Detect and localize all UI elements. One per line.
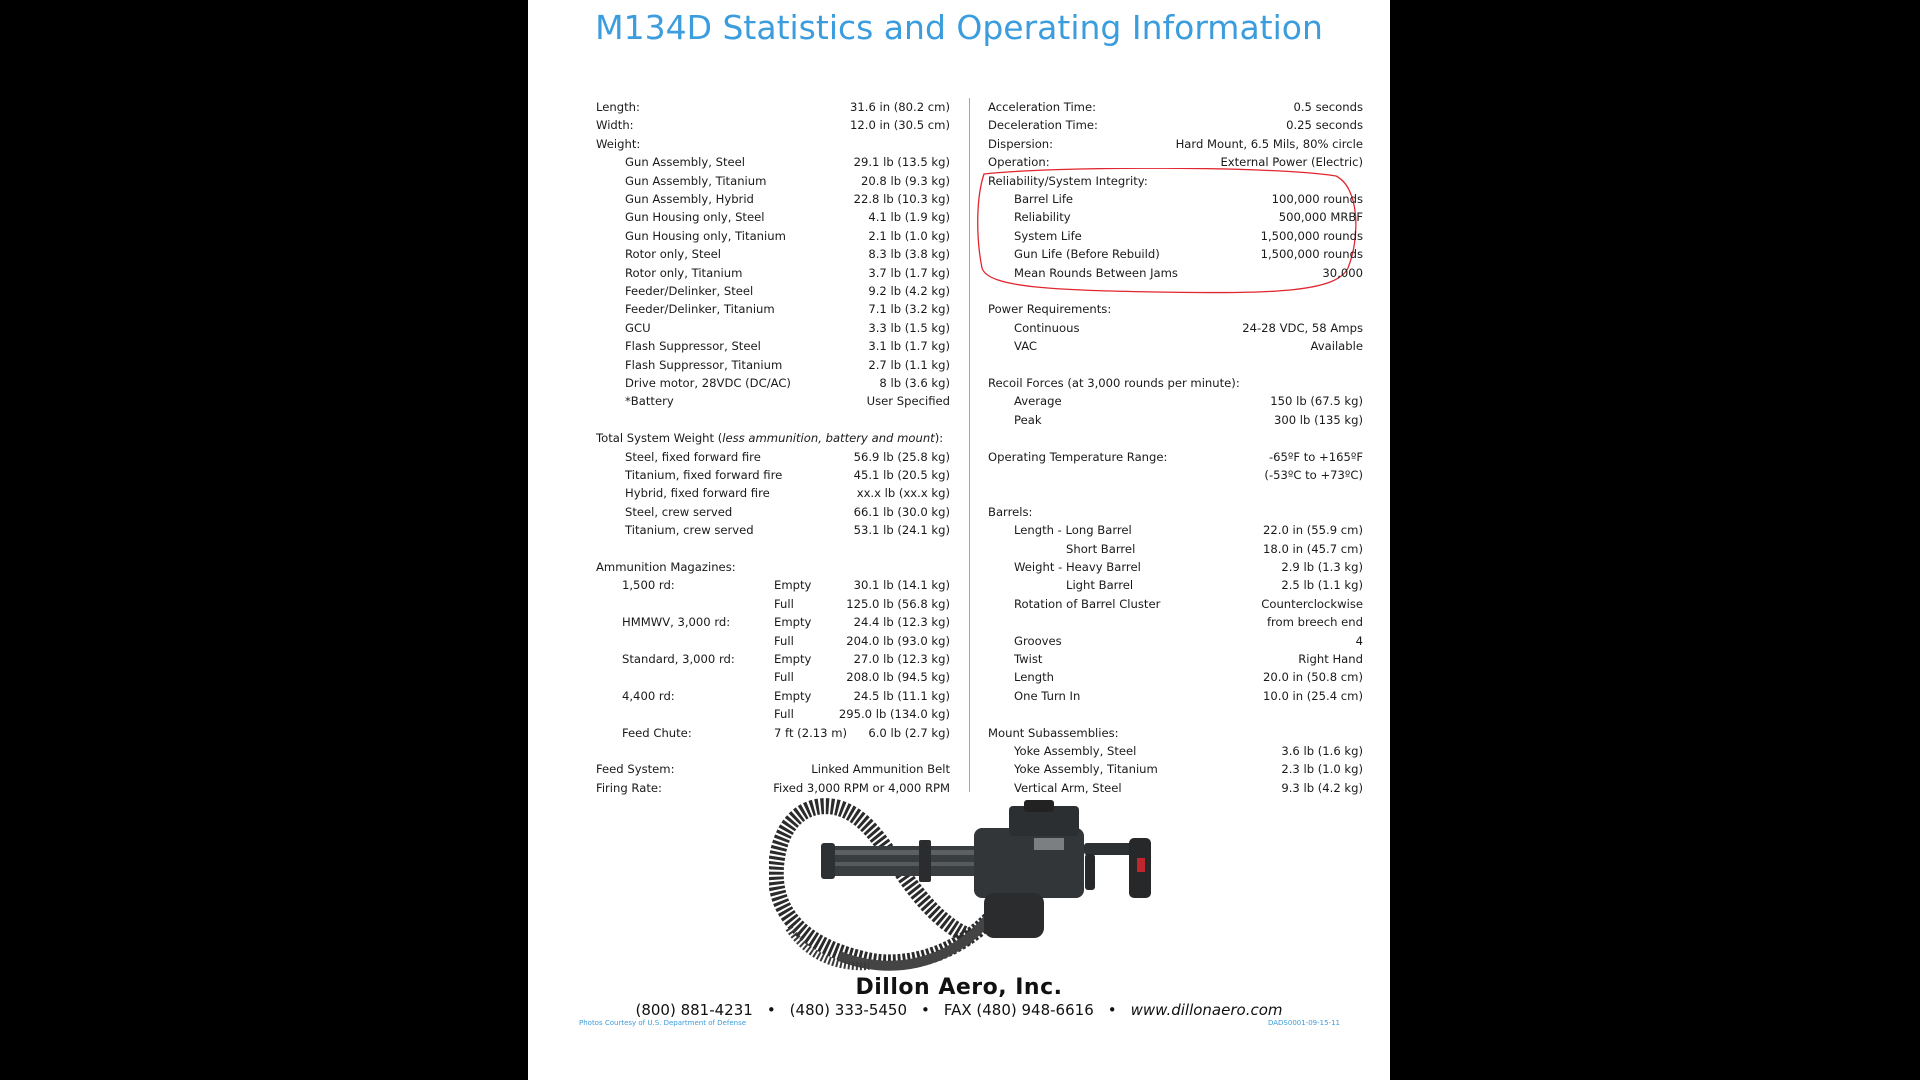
spec-row [988, 227, 1363, 245]
spec-label: Titanium, fixed forward fire [625, 468, 783, 482]
spec-label: Average [1014, 394, 1062, 409]
spec-row [596, 448, 950, 466]
spec-row [596, 356, 950, 374]
spec-value: from breech end [1266, 615, 1363, 630]
spec-row [596, 668, 950, 686]
spec-row [596, 503, 950, 521]
spec-row [596, 540, 950, 558]
spec-label: HMMWV, 3,000 rd: [622, 615, 731, 630]
spec-row [596, 190, 950, 208]
phone-number-1: (800) 881-4231 [635, 1001, 753, 1019]
spec-row [596, 264, 950, 282]
spec-value: 4 [1355, 633, 1363, 648]
spec-condition: Empty [774, 688, 812, 703]
spec-value: 300 lb (135 kg) [1273, 412, 1363, 427]
spec-row [596, 374, 950, 392]
spec-row [596, 429, 950, 447]
spec-row [988, 687, 1363, 705]
spec-value: 1,500,000 rounds [1260, 228, 1363, 243]
spec-row [988, 135, 1363, 153]
contact-line [528, 1001, 1390, 1019]
spec-label: Ammunition Magazines: [596, 560, 736, 574]
spec-value: 2.7 lb (1.1 kg) [868, 357, 950, 372]
company-name: Dillon Aero, Inc. [855, 975, 1063, 1000]
spec-label: GCU [625, 320, 651, 335]
spec-row [988, 540, 1363, 558]
spec-value: 27.0 lb (12.3 kg) [853, 652, 950, 666]
spec-value: 8.3 lb (3.8 kg) [868, 247, 950, 262]
spec-row [988, 319, 1363, 337]
spec-row [596, 632, 950, 650]
spec-label: Drive motor, 28VDC (DC/AC) [625, 376, 791, 390]
spec-label: Mean Rounds Between Jams [1014, 265, 1178, 280]
spec-row [596, 742, 950, 760]
spec-row [988, 374, 1363, 392]
spec-label: Standard, 3,000 rd: [622, 652, 735, 666]
spec-row [596, 779, 950, 797]
spec-label: VAC [1014, 339, 1038, 354]
spec-label: One Turn In [1014, 688, 1081, 703]
spec-label: Light Barrel [1066, 578, 1134, 593]
fax-number: FAX (480) 948-6616 [943, 1001, 1094, 1019]
spec-row [988, 282, 1363, 300]
spec-label: Gun Assembly, Hybrid [625, 192, 754, 206]
spec-row [988, 190, 1363, 208]
spec-row [596, 521, 950, 539]
spec-label: Gun Housing only, Titanium [625, 228, 786, 243]
spec-value: 2.9 lb (1.3 kg) [1281, 560, 1363, 574]
spec-label: Grooves [1014, 633, 1062, 648]
spec-row [596, 650, 950, 668]
spec-value: 3.3 lb (1.5 kg) [868, 320, 950, 335]
spec-value: 30,000 [1322, 265, 1363, 280]
spec-row [988, 300, 1363, 318]
spec-label: Dispersion: [988, 136, 1054, 151]
spec-row [596, 576, 950, 594]
spec-value: 100,000 rounds [1271, 192, 1363, 206]
spec-label: 4,400 rd: [622, 688, 675, 703]
spec-value: 295.0 lb (134.0 kg) [838, 707, 950, 722]
spec-value: Linked Ammunition Belt [811, 762, 950, 777]
spec-row [988, 742, 1363, 760]
website-link[interactable]: www.dillonaero.com [1130, 1001, 1283, 1019]
spec-condition: Full [774, 596, 794, 611]
spec-value: User Specified [866, 394, 950, 409]
spec-label: Continuous [1014, 320, 1080, 335]
spec-row [596, 337, 950, 355]
document-page [528, 0, 1390, 1080]
page-title: M134D Statistics and Operating Information [595, 8, 1323, 47]
spec-row [596, 135, 950, 153]
spec-value: 2.3 lb (1.0 kg) [1281, 762, 1363, 777]
spec-row [596, 98, 950, 116]
spec-value: 6.0 lb (2.7 kg) [868, 725, 950, 740]
spec-condition: 7 ft (2.13 m) [774, 725, 848, 740]
spec-row [596, 245, 950, 263]
spec-label [596, 429, 943, 447]
spec-label: Reliability [1014, 210, 1071, 225]
spec-label: 1,500 rd: [622, 578, 675, 593]
spec-condition: Empty [774, 615, 812, 630]
spec-label: Steel, crew served [625, 504, 733, 519]
spec-value: -65ºF to +165ºF [1268, 449, 1363, 464]
spec-value: 125.0 lb (56.8 kg) [846, 596, 950, 611]
spec-value: 208.0 lb (94.5 kg) [846, 670, 950, 685]
spec-row [596, 411, 950, 429]
spec-value: 8 lb (3.6 kg) [879, 376, 950, 390]
spec-row [596, 558, 950, 576]
spec-value: 20.0 in (50.8 cm) [1263, 670, 1363, 685]
spec-row [988, 576, 1363, 594]
spec-label: Length - Long Barrel [1014, 523, 1132, 538]
spec-label: Width: [596, 118, 634, 133]
spec-label: *Battery [625, 394, 674, 409]
spec-label: Rotation of Barrel Cluster [1014, 596, 1161, 611]
spec-row [988, 245, 1363, 263]
spec-value: 10.0 in (25.4 cm) [1263, 688, 1363, 703]
spec-label: Barrels: [988, 504, 1033, 519]
spec-row [596, 466, 950, 484]
spec-label: Gun Assembly, Steel [625, 155, 746, 170]
spec-value: 20.8 lb (9.3 kg) [860, 173, 950, 188]
spec-row [988, 521, 1363, 539]
spec-value: 30.1 lb (14.1 kg) [853, 578, 950, 593]
column-divider [969, 98, 970, 792]
spec-value: 4.1 lb (1.9 kg) [868, 210, 950, 225]
spec-row [988, 632, 1363, 650]
spec-row [988, 558, 1363, 576]
spec-value: 31.6 in (80.2 cm) [850, 100, 950, 114]
spec-condition: Full [774, 633, 794, 648]
spec-label: Mount Subassemblies: [988, 725, 1119, 740]
spec-label: Feed System: [596, 762, 675, 777]
spec-row [988, 153, 1363, 171]
spec-row [988, 429, 1363, 447]
spec-value: 0.5 seconds [1293, 100, 1363, 114]
spec-label: Peak [1014, 412, 1042, 427]
spec-row [988, 705, 1363, 723]
spec-value: Hard Mount, 6.5 Mils, 80% circle [1175, 136, 1363, 151]
spec-label: Titanium, crew served [625, 523, 754, 538]
spec-label: Weight - Heavy Barrel [1014, 560, 1141, 574]
spec-row [596, 319, 950, 337]
spec-row [988, 356, 1363, 374]
spec-condition: Full [774, 707, 794, 722]
spec-label: Gun Assembly, Titanium [625, 173, 767, 188]
separator-dot: • [921, 1001, 930, 1019]
spec-condition: Empty [774, 652, 812, 666]
spec-label: System Life [1014, 228, 1082, 243]
spec-label: Flash Suppressor, Steel [625, 339, 761, 354]
spec-row [988, 392, 1363, 410]
spec-label: Rotor only, Steel [625, 247, 722, 262]
spec-row [988, 650, 1363, 668]
spec-label: Feeder/Delinker, Titanium [625, 302, 775, 317]
spec-row [596, 392, 950, 410]
spec-value: 29.1 lb (13.5 kg) [853, 155, 950, 170]
spec-row [988, 779, 1363, 797]
spec-row [596, 153, 950, 171]
spec-label-text: Total System Weight ( [596, 431, 723, 446]
spec-label: Yoke Assembly, Steel [1014, 744, 1137, 758]
spec-value: 9.3 lb (4.2 kg) [1281, 780, 1363, 795]
spec-row [988, 448, 1363, 466]
spec-value: 12.0 in (30.5 cm) [850, 118, 950, 133]
spec-row [596, 282, 950, 300]
spec-label-text: ): [934, 431, 944, 446]
spec-row [988, 595, 1363, 613]
spec-row [988, 724, 1363, 742]
spec-label: Reliability/System Integrity: [988, 173, 1148, 188]
spec-row [596, 484, 950, 502]
spec-label: Gun Life (Before Rebuild) [1014, 247, 1160, 262]
spec-label: Vertical Arm, Steel [1014, 780, 1122, 795]
spec-label: Length [1014, 670, 1054, 685]
spec-value: 500,000 MRBF [1278, 210, 1363, 225]
spec-value: 45.1 lb (20.5 kg) [853, 468, 950, 482]
photo-credit: Photos Courtesy of U.S. Department of Defense [579, 1019, 747, 1027]
spec-value: Right Hand [1298, 652, 1363, 666]
spec-value: 3.1 lb (1.7 kg) [868, 339, 950, 354]
spec-label: Feeder/Delinker, Steel [625, 284, 754, 298]
spec-value: 24.5 lb (11.1 kg) [853, 688, 950, 703]
spec-value: 22.0 in (55.9 cm) [1263, 523, 1363, 538]
spec-row [596, 116, 950, 134]
spec-label: Power Requirements: [988, 302, 1112, 317]
spec-value: 2.1 lb (1.0 kg) [868, 228, 950, 243]
spec-value: xx.x lb (xx.x kg) [856, 486, 950, 501]
spec-condition: Full [774, 670, 794, 685]
spec-value: 2.5 lb (1.1 kg) [1281, 578, 1363, 593]
spec-label: Deceleration Time: [988, 118, 1098, 133]
spec-label: Gun Housing only, Steel [625, 210, 765, 225]
document-number: DADS0001-09-15-11 [1267, 1019, 1340, 1027]
spec-value: 22.8 lb (10.3 kg) [853, 192, 950, 206]
spec-row [596, 172, 950, 190]
spec-label: Hybrid, fixed forward fire [625, 486, 770, 501]
spec-row [596, 208, 950, 226]
spec-label: Rotor only, Titanium [625, 265, 743, 280]
spec-label: Operating Temperature Range: [988, 449, 1168, 464]
minigun-photo [769, 798, 1165, 972]
spec-label: Operation: [988, 155, 1050, 170]
spec-row [596, 705, 950, 723]
spec-value: Fixed 3,000 RPM or 4,000 RPM [773, 780, 950, 795]
spec-value: 18.0 in (45.7 cm) [1263, 541, 1363, 556]
spec-label-emphasis: less ammunition, battery and mount [722, 431, 935, 446]
spec-value: 53.1 lb (24.1 kg) [853, 523, 950, 538]
spec-value: (-53ºC to +73ºC) [1264, 468, 1363, 482]
spec-value: Counterclockwise [1261, 596, 1363, 611]
spec-value: 66.1 lb (30.0 kg) [853, 504, 950, 519]
spec-value: 0.25 seconds [1286, 118, 1363, 133]
spec-value: 24-28 VDC, 58 Amps [1242, 320, 1363, 335]
spec-label: Twist [1014, 652, 1043, 666]
spec-row [596, 760, 950, 778]
spec-row [596, 687, 950, 705]
spec-row [596, 724, 950, 742]
spec-row [596, 227, 950, 245]
spec-value: 9.2 lb (4.2 kg) [868, 284, 950, 298]
spec-label: Yoke Assembly, Titanium [1014, 762, 1158, 777]
spec-row [988, 116, 1363, 134]
spec-label: Acceleration Time: [988, 100, 1097, 114]
spec-value: External Power (Electric) [1220, 155, 1363, 170]
spec-label: Recoil Forces (at 3,000 rounds per minute): [988, 376, 1240, 390]
phone-number-2: (480) 333-5450 [789, 1001, 907, 1019]
spec-value: 3.7 lb (1.7 kg) [868, 265, 950, 280]
spec-label: Weight: [596, 136, 641, 151]
spec-value: 3.6 lb (1.6 kg) [1281, 744, 1363, 758]
spec-row [988, 760, 1363, 778]
spec-row [988, 98, 1363, 116]
spec-row [596, 595, 950, 613]
spec-label: Firing Rate: [596, 780, 662, 795]
spec-label: Length: [596, 100, 640, 114]
spec-row [988, 411, 1363, 429]
spec-label: Short Barrel [1066, 541, 1136, 556]
spec-condition: Empty [774, 578, 812, 593]
spec-label: Steel, fixed forward fire [625, 449, 761, 464]
spec-row [988, 208, 1363, 226]
separator-dot: • [1107, 1001, 1117, 1019]
spec-row [988, 613, 1363, 631]
spec-label: Feed Chute: [622, 725, 692, 740]
spec-row [596, 613, 950, 631]
spec-label: Flash Suppressor, Titanium [625, 357, 783, 372]
spec-row [988, 484, 1363, 502]
spec-value: 1,500,000 rounds [1260, 247, 1363, 262]
spec-row [988, 668, 1363, 686]
spec-value: 7.1 lb (3.2 kg) [868, 302, 950, 317]
spec-value: Available [1310, 339, 1363, 354]
spec-label: Barrel Life [1014, 192, 1074, 206]
spec-row [988, 172, 1363, 190]
spec-row [988, 503, 1363, 521]
spec-value: 56.9 lb (25.8 kg) [853, 449, 950, 464]
spec-value: 204.0 lb (93.0 kg) [846, 633, 950, 648]
spec-row [988, 466, 1363, 484]
spec-value: 150 lb (67.5 kg) [1270, 394, 1363, 409]
spec-row [988, 264, 1363, 282]
spec-value: 24.4 lb (12.3 kg) [853, 615, 950, 630]
separator-dot: • [766, 1001, 776, 1019]
spec-row [596, 300, 950, 318]
spec-row [988, 337, 1363, 355]
